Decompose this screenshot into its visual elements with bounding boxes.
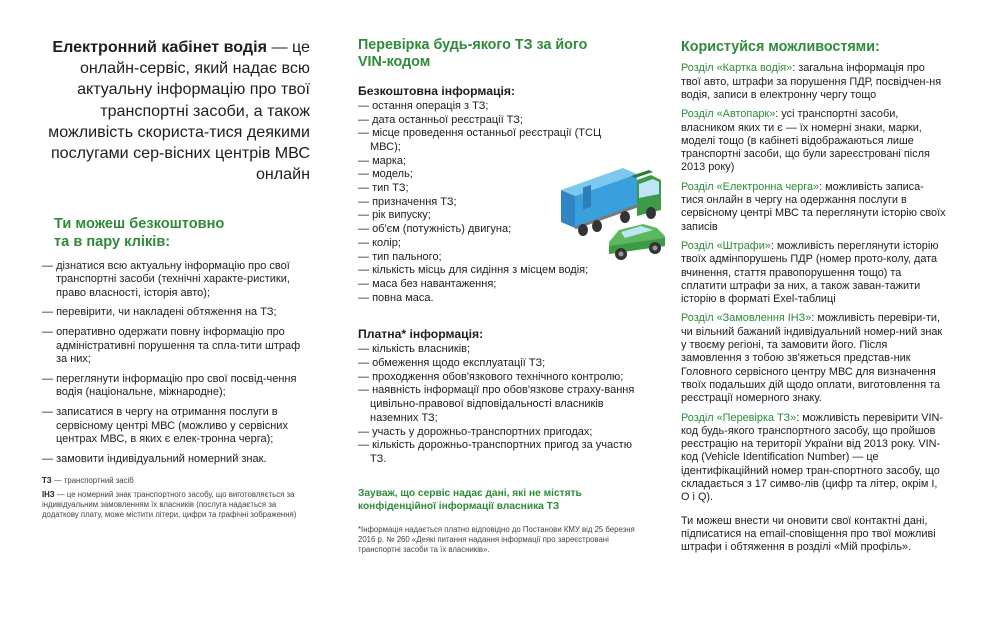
list-item: — повна маса. — [358, 292, 636, 306]
list-item: — колір; — [358, 237, 636, 251]
list-item: — тип ТЗ; — [358, 182, 636, 196]
vin-check-heading: Перевірка будь-якого ТЗ за його VIN-кодом — [358, 37, 588, 71]
column-intro — [42, 0, 310, 523]
section-autopark: Розділ «Автопарк»: усі транспортні засоби, власником яких ти є — їх номерні знаки, марки, моделі тощо (в кабінеті відображаються лише транспортні засоби, що були зареєстровані після 2013 року) — [681, 108, 930, 174]
column-features — [681, 0, 946, 561]
list-item: — проходження обов'язкового технічного контролю; — [358, 371, 636, 385]
paid-info-title: Платна* інформація: — [358, 327, 484, 342]
intro-paragraph — [42, 37, 310, 185]
list-item: — місце проведення останньої реєстрації (ТСЦ МВС); — [358, 127, 625, 154]
section-fines: Розділ «Штрафи»: можливість переглянути історію твоїх адмінпорушень ПДР (номер прото-колу, дата вчинення, стаття правопорушення тощо) та сплатити штрафи за них, а також заван-тажити історію в форматі Exel-таблиці — [681, 239, 939, 306]
paid-footnote: *Інформація надається платно відповідно до Постанови КМУ від 25 березня 2016 р. № 260 «Деякі питання надання інформації про зареєстровані транспортні засоби та їх власників». — [358, 524, 635, 555]
section-vehicle-check: Розділ «Перевірка ТЗ»: можливість перевірити VIN-код будь-якого транспортного засобу, що пройшов реєстрацію на території України від 2013 року. VIN-код (Vehicle Identification Number) — це ідентифікаційний номер тран-спортного засобу, що складається з 17 симво-лів (цифр та літер, окрім I, O і Q). — [681, 411, 944, 504]
list-item: — наявність інформації про обов'язкове страху-вання цивільно-правової відповідальності власників наземних ТЗ; — [358, 384, 636, 425]
list-item: — тип пального; — [358, 251, 636, 265]
list-item: — переглянути інформацію про свої посвід-чення водія (національне, міжнародне); — [42, 373, 310, 400]
list-item: — об'єм (потужність) двигуна; — [358, 223, 636, 237]
footnote-inz: ІНЗ — це номерний знак транспортного засобу, що виготовляється за індивідуальним замовленням їх власників (послуга надається за додаткову плату, може містити літери, цифри та графічні зображення) — [42, 489, 297, 519]
list-item: — оперативно одержати повну інформацію про адміністративні порушення та спла-тити штраф за них; — [42, 326, 310, 367]
free-heading-line1: Ти можеш безкоштовно — [54, 216, 225, 233]
list-item: — обмеження щодо експлуатації ТЗ; — [358, 357, 636, 371]
section-driver-card: Розділ «Картка водія»: загальна інформація про твої авто, штрафи за порушення ПДР, посвідчен-ня водія, записи в електронну чергу тощо — [681, 62, 942, 101]
list-item: — остання операція з ТЗ; — [358, 100, 636, 114]
list-item: — маса без навантаження; — [358, 278, 636, 292]
list-item: — участь у дорожньо-транспортних пригодах; — [358, 426, 636, 440]
privacy-note: Зауваж, що сервіс надає дані, які не містять конфіденційної інформації власника ТЗ — [358, 487, 582, 512]
footnote-tz: ТЗ — транспортний засіб — [42, 476, 134, 486]
list-item: — призначення ТЗ; — [358, 196, 636, 210]
free-heading — [54, 216, 310, 251]
list-item: — рік випуску; — [358, 209, 636, 223]
list-item: — дата останньої реєстрації ТЗ; — [358, 114, 636, 128]
list-item: — замовити індивідуальний номерний знак. — [42, 453, 310, 467]
section-label: Розділ «Електронна черга» — [681, 180, 820, 193]
list-item: — кількість місць для сидіння з місцем водія; — [358, 264, 636, 278]
paid-info-list — [358, 343, 636, 466]
column-vin-check — [358, 0, 636, 555]
list-item: — кількість власників; — [358, 343, 636, 357]
section-e-queue: Розділ «Електронна черга»: можливість записа-тися онлайн в чергу на одержання послуги в сервісному центрі МВС та переглянути історію своїх записів — [681, 180, 946, 233]
closing-paragraph: Ти можеш внести чи оновити свої контактні дані, підписатися на email-сповіщення про твої можливі штрафи і обтяження в розділі «Мій профіль». — [681, 514, 936, 554]
intro-rest: — це онлайн-сервіс, який надає всю актуальну інформацію про твої транспортні засоби, а також можливість скориста-тися деякими послугами сер-вісних центрів МВС онлайн — [48, 38, 310, 184]
free-heading-line2: та в пару кліків: — [54, 234, 171, 251]
list-item: — кількість дорожньо-транспортних пригод за участю ТЗ. — [358, 439, 636, 466]
truck-and-car-icon — [553, 150, 681, 260]
features-heading: Користуйся можливостями: — [681, 39, 880, 55]
intro-bold: Електронний кабінет водія — [52, 38, 267, 56]
section-label: Розділ «Замовлення ІНЗ» — [681, 312, 812, 325]
section-label: Розділ «Перевірка ТЗ» — [681, 411, 797, 424]
list-item: — записатися в чергу на отримання послуги в сервісному центрі МВС (можливо у сервісних центрах МВС, в яких є елек-тронна черга); — [42, 406, 310, 447]
free-info-title: Безкоштовна інформація: — [358, 83, 516, 98]
section-label: Розділ «Картка водія» — [681, 62, 793, 75]
list-item: — дізнатися всю актуальну інформацію про свої транспортні засоби (технічні характе-ристики, право власності, історія авто); — [42, 260, 310, 301]
section-label: Розділ «Автопарк» — [681, 108, 776, 121]
list-item: — марка; — [358, 155, 636, 169]
car-icon — [609, 224, 665, 260]
list-item: — модель; — [358, 168, 636, 182]
footnotes — [42, 476, 310, 520]
section-plate-order: Розділ «Замовлення ІНЗ»: можливість перевіри-ти, чи вільний бажаний індивідуальний номер-ний знак у твоєму регіоні, та замовити його. Після замовлення з тобою зв'яжеться представ-ник Головного сервісного центру МВС для визначення твоїх подальших дій щодо оплати, виготовлення та реєстрації номерного знаку. — [681, 312, 943, 405]
list-item: — перевірити, чи накладені обтяження на ТЗ; — [42, 306, 310, 320]
free-actions-list — [42, 260, 310, 467]
section-label: Розділ «Штрафи» — [681, 239, 771, 252]
